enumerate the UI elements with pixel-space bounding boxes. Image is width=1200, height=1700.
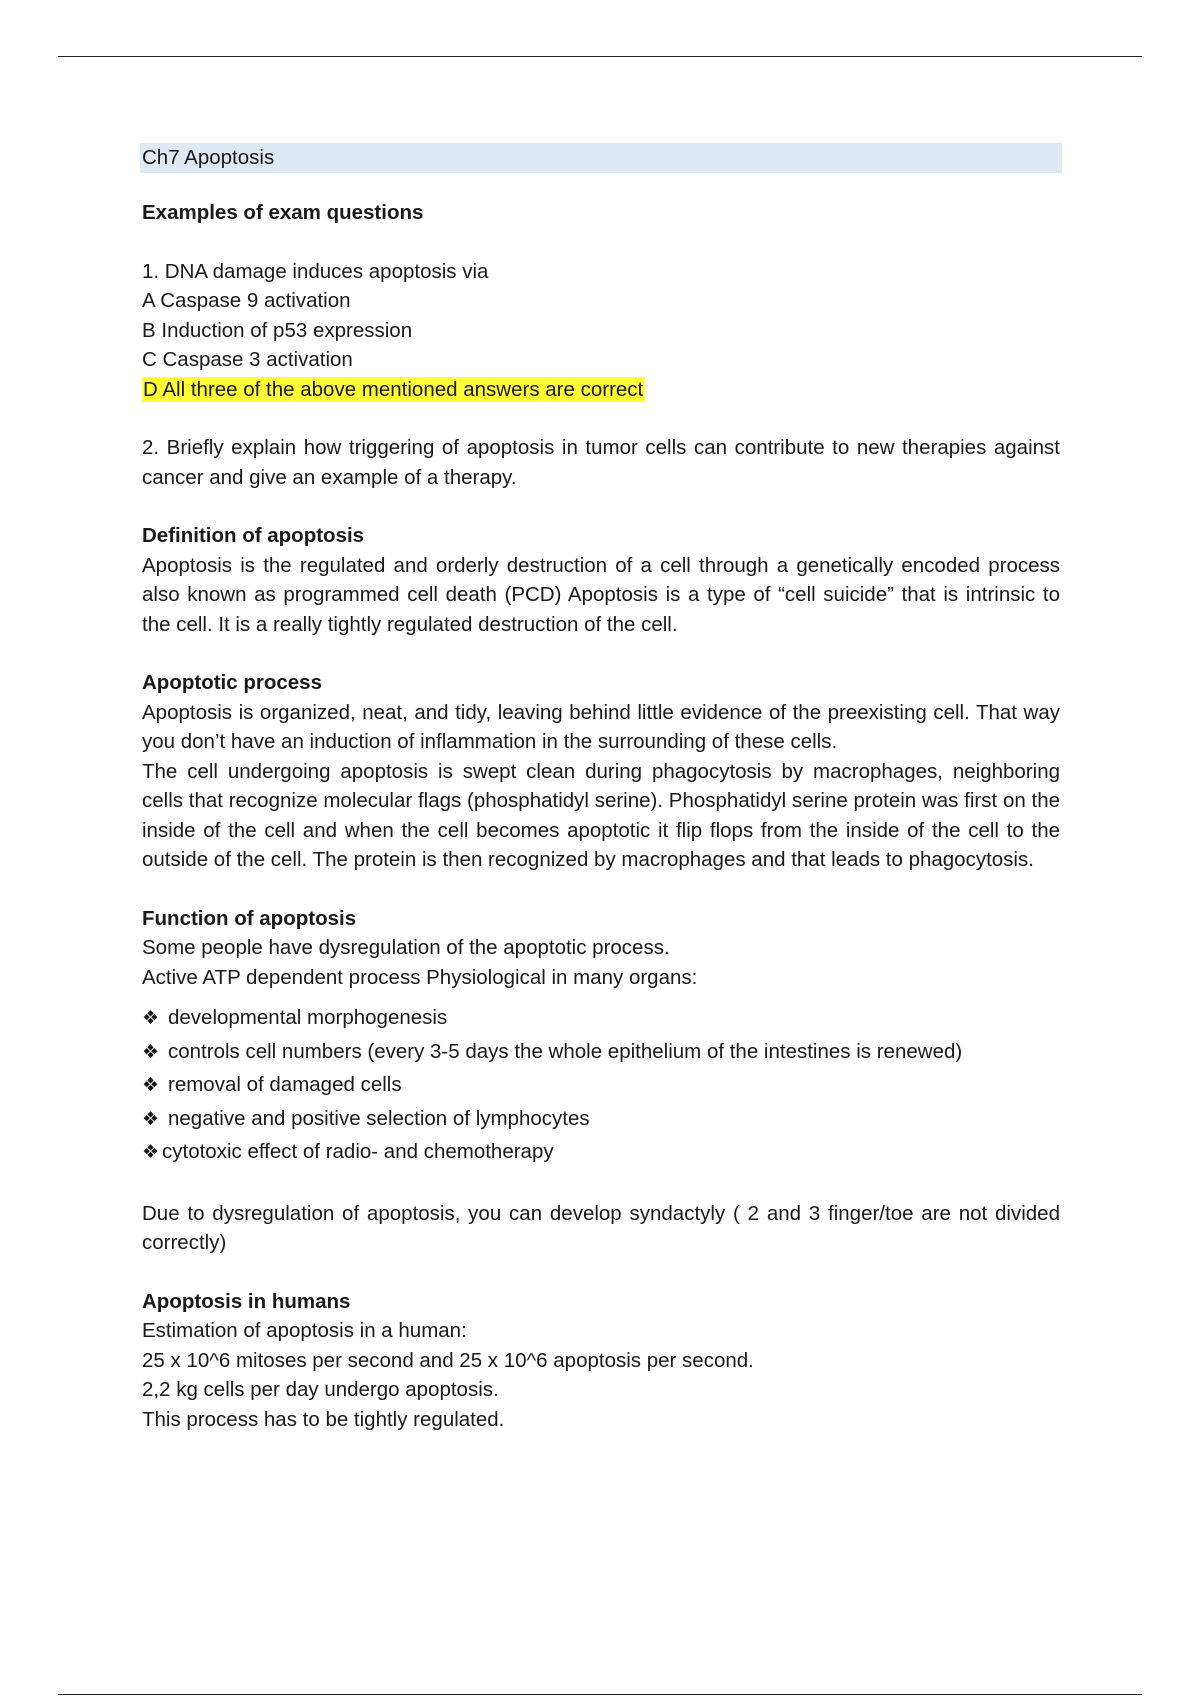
function-line-1: Some people have dysregulation of the apoptotic process.	[142, 936, 670, 959]
definition-heading: Definition of apoptosis	[142, 524, 365, 547]
list-item: ❖ controls cell numbers (every 3-5 days the whole epithelium of the intestines is renewed)	[142, 1036, 1060, 1070]
document-page	[142, 143, 1060, 1434]
apoptotic-process-paragraph-2: The cell undergoing apoptosis is swept clean during phagocytosis by macrophages, neighboring cells that recognize molecular flags (phosphatidyl serine). Phosphatidyl serine protein was first on the inside of the cell and when the cell becomes apoptotic it flip flops from the inside of the cell to the outside of the cell. The protein is then recognized by macrophages and that leads to phagocytosis.	[142, 759, 1060, 871]
list-item: ❖ negative and positive selection of lymphocytes	[142, 1103, 1060, 1137]
humans-line-4: This process has to be tightly regulated.	[142, 1407, 505, 1431]
question-1-correct-answer: D All three of the above mentioned answers are correct	[143, 377, 644, 401]
exam-questions-heading: Examples of exam questions	[142, 201, 424, 224]
list-item: ❖ developmental morphogenesis	[142, 1002, 1060, 1036]
humans-line-3: 2,2 kg cells per day undergo apoptosis.	[142, 1378, 499, 1401]
diamond-bullet-icon: ❖	[142, 1142, 160, 1163]
humans-heading: Apoptosis in humans	[142, 1289, 351, 1313]
question-1-option-b: B Induction of p53 expression	[142, 318, 413, 342]
apoptotic-process-heading: Apoptotic process	[142, 671, 322, 694]
list-item: ❖ cytotoxic effect of radio- and chemotherapy	[142, 1136, 1060, 1170]
bottom-rule	[58, 1694, 1142, 1695]
function-bullet-list	[142, 1002, 1060, 1170]
question-1	[142, 257, 1060, 405]
definition-text: Apoptosis is the regulated and orderly destruction of a cell through a genetically encoded process also known as programmed cell death (PCD) Apoptosis is a type of “cell suicide” that is intrinsic to the cell. It is a really tightly regulated destruction of the cell.	[142, 553, 1060, 636]
diamond-bullet-icon: ❖	[142, 1108, 160, 1130]
syndactyly-text: Due to dysregulation of apoptosis, you can develop syndactyly ( 2 and 3 finger/toe are not divided correctly)	[142, 1201, 1060, 1254]
diamond-bullet-icon: ❖	[142, 1008, 160, 1029]
question-2-text: 2. Briefly explain how triggering of apoptosis in tumor cells can contribute to new therapies against cancer and give an example of a therapy.	[142, 436, 1060, 489]
chapter-title: Ch7 Apoptosis	[140, 143, 1062, 173]
question-1-option-d-row	[142, 375, 1060, 405]
question-1-text: 1. DNA damage induces apoptosis via	[142, 259, 489, 283]
question-1-option-c: C Caspase 3 activation	[142, 348, 353, 371]
apoptotic-process-paragraph-1: Apoptosis is organized, neat, and tidy, leaving behind little evidence of the preexisting cell. That way you don’t have an induction of inflammation in the surrounding of these cells.	[142, 700, 1060, 753]
function-line-2: Active ATP dependent process Physiological in many organs:	[142, 965, 698, 989]
list-item: ❖ removal of damaged cells	[142, 1069, 1060, 1103]
diamond-bullet-icon: ❖	[142, 1075, 160, 1096]
function-heading: Function of apoptosis	[142, 906, 357, 930]
humans-line-2: 25 x 10^6 mitoses per second and 25 x 10^6 apoptosis per second.	[142, 1348, 754, 1372]
humans-line-1: Estimation of apoptosis in a human:	[142, 1319, 467, 1342]
diamond-bullet-icon: ❖	[142, 1041, 160, 1063]
top-rule	[58, 56, 1142, 57]
question-1-option-a: A Caspase 9 activation	[142, 289, 351, 312]
